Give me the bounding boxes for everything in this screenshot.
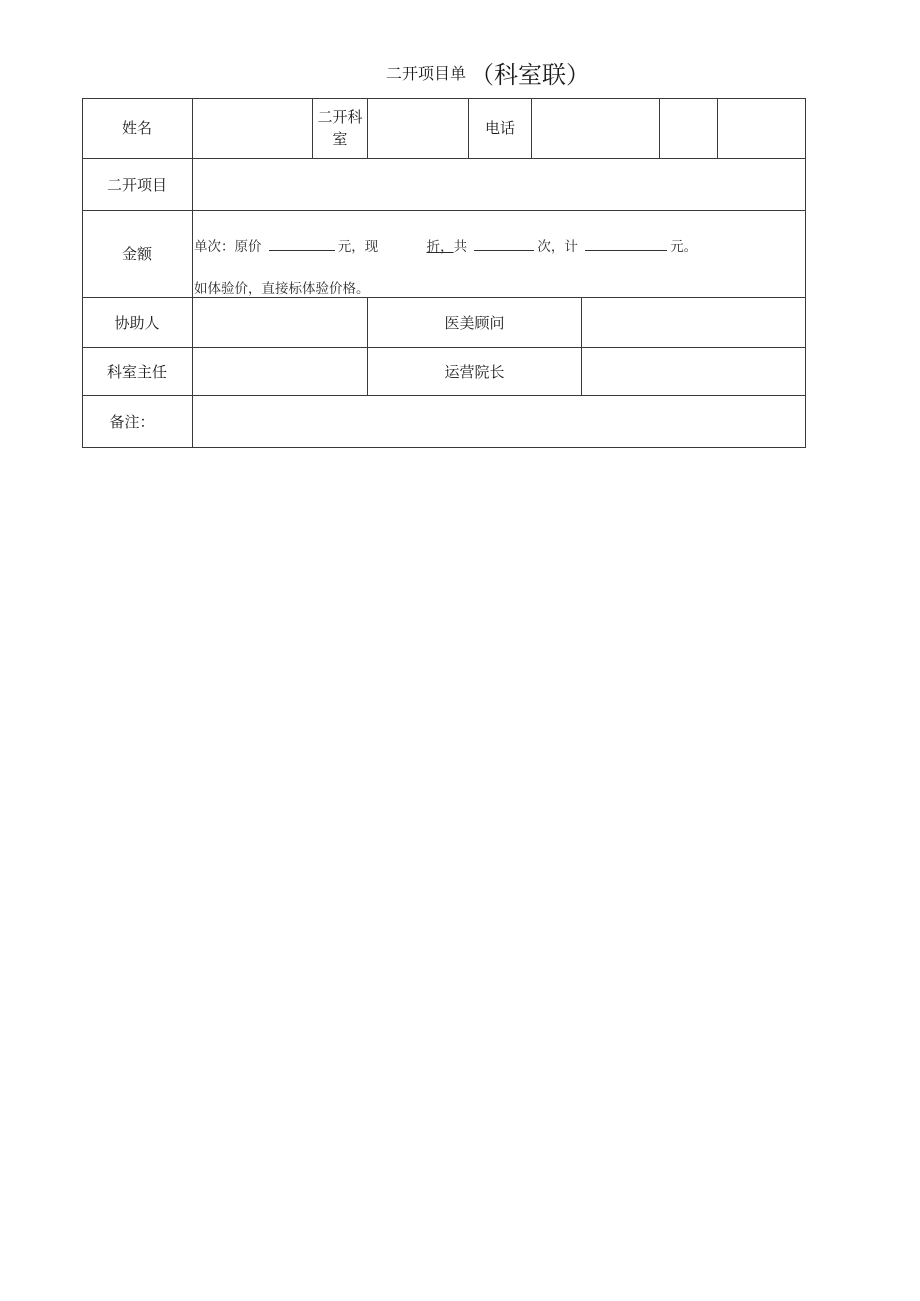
form-title [0, 55, 920, 90]
amount-field[interactable] [193, 211, 805, 297]
form-title-sub: （科室联） [470, 61, 590, 89]
name-field[interactable] [193, 99, 312, 158]
operations-label: 运营院长 [444, 362, 505, 381]
form-title-main: 二开项目单 [385, 64, 466, 83]
remarks-label: 备注： [109, 412, 155, 431]
times-total-label: 次，计 [537, 239, 578, 255]
assistant-field[interactable] [193, 298, 367, 347]
phone-label: 电话 [484, 119, 515, 137]
yuan-label: 元，现 [337, 239, 379, 255]
extra-field-1[interactable] [660, 99, 717, 158]
extra-field-2[interactable] [718, 99, 805, 158]
phone-field[interactable] [532, 99, 659, 158]
director-label: 科室主任 [106, 362, 167, 381]
times-blank[interactable] [474, 236, 534, 251]
project-field[interactable] [193, 159, 805, 210]
amount-label: 金额 [121, 245, 152, 263]
amount-line-1 [194, 235, 697, 255]
project-form-table [82, 98, 806, 448]
discount-label: 折， [426, 239, 454, 255]
project-label: 二开项目 [106, 175, 167, 194]
remarks-field[interactable] [193, 396, 805, 447]
operations-field[interactable] [582, 348, 805, 395]
discount-blank[interactable] [386, 237, 424, 251]
assistant-label: 协助人 [114, 313, 160, 332]
total-amount-blank[interactable] [585, 236, 667, 251]
table-border-bottom [82, 447, 806, 448]
department-field[interactable] [368, 99, 468, 158]
department-label: 二开科室 [317, 108, 363, 148]
yuan-end-label: 元。 [670, 239, 698, 255]
amount-note: 如体验价，直接标体验价格。 [194, 281, 370, 297]
consultant-label: 医美顾问 [444, 313, 505, 332]
per-time-label: 单次：原价 [194, 239, 262, 255]
director-field[interactable] [193, 348, 367, 395]
total-times-label: 共 [453, 239, 468, 255]
original-price-blank[interactable] [269, 236, 335, 251]
name-label: 姓名 [121, 119, 152, 137]
consultant-field[interactable] [582, 298, 805, 347]
